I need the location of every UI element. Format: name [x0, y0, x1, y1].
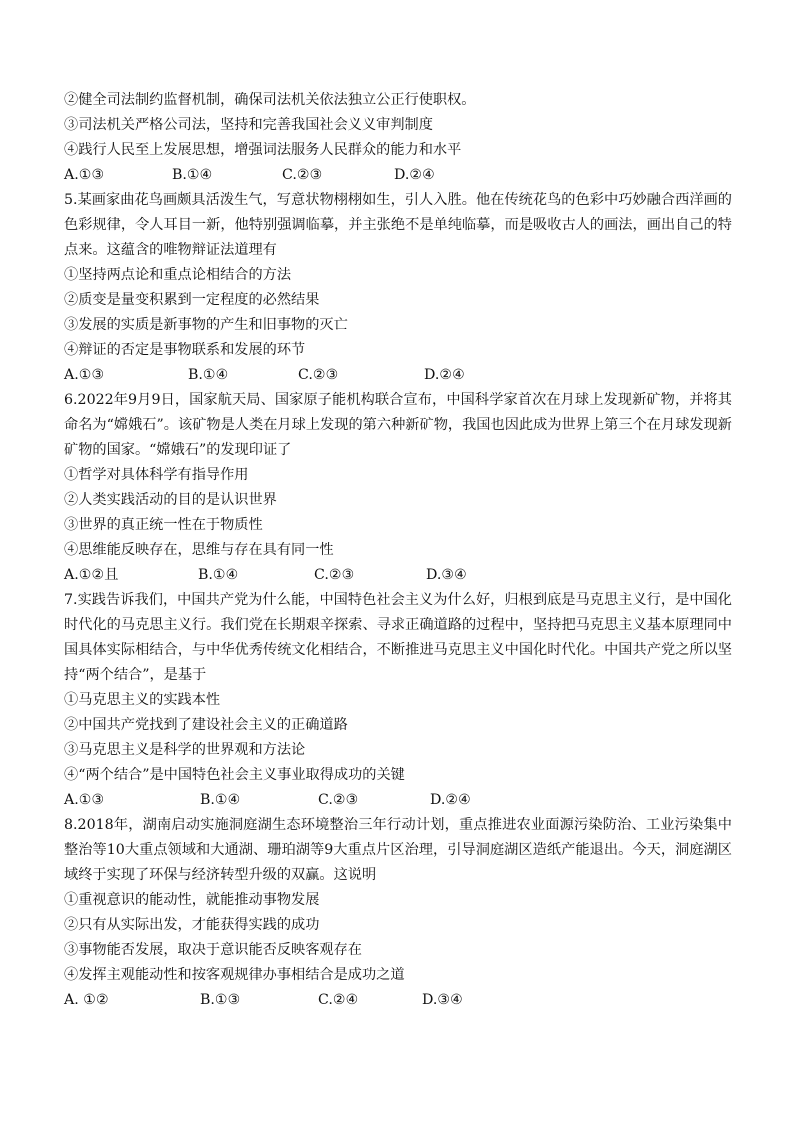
q5-answer-d: D.②④: [424, 367, 465, 383]
q7-option-2: ②中国共产党找到了建设社会主义的正确道路: [64, 717, 348, 733]
q7-option-4: ④“两个结合”是中国特色社会主义事业取得成功的关键: [64, 767, 405, 783]
q4-answer-choices: [64, 163, 732, 188]
q4-answer-b: B.①④: [172, 167, 213, 183]
q7-option-1: ①马克思主义的实践本性: [64, 692, 221, 708]
q5-answer-a: A.①③: [64, 367, 105, 383]
q6-option-1: ①哲学对具体科学有指导作用: [64, 467, 249, 483]
q5-option-3: ③发展的实质是新事物的产生和旧事物的灭亡: [64, 317, 348, 333]
q7-answer-b: B.①④: [200, 792, 241, 808]
q8-answer-a: A. ①②: [64, 992, 109, 1008]
q7-answer-a: A.①③: [64, 792, 105, 808]
q7-answer-c: C.②③: [318, 792, 359, 808]
question-5: [64, 188, 732, 388]
q5-answer-c: C.②③: [298, 367, 339, 383]
q5-answer-choices: [64, 363, 732, 388]
q8-option-3: ③事物能否发展，取决于意识能否反映客观存在: [64, 942, 362, 958]
q5-option-4: ④辩证的否定是事物联系和发展的环节: [64, 342, 306, 358]
q6-answer-b: B.①④: [198, 567, 239, 583]
q6-option-3: ③世界的真正统一性在于物质性: [64, 517, 263, 533]
question-8: [64, 813, 732, 1013]
q6-answer-d: D.③④: [426, 567, 467, 583]
q7-stem: 7.实践告诉我们，中国共产党为什么能，中国特色社会主义为什么好，归根到底是马克思主义行，是中国化时代化的马克思主义行。我们党在长期艰辛探索、寻求正确道路的过程中，坚持把马克思主义基本原理同中国具体实际相结合，与中华优秀传统文化相结合，不断推进马克思主义中国化时代化。中国共产党之所以坚持“两个结合”，是基于: [64, 592, 732, 683]
q8-answer-c: C.②④: [318, 992, 359, 1008]
q6-answer-choices: [64, 563, 732, 588]
q7-answer-d: D.②④: [430, 792, 471, 808]
q4-option-2: ②健全司法制约监督机制，确保司法机关依法独立公正行使职权。: [64, 92, 476, 108]
q6-option-2: ②人类实践活动的目的是认识世界: [64, 492, 277, 508]
q4-option-4: ④践行人民至上发展思想，增强词法服务人民群众的能力和水平: [64, 142, 462, 158]
q7-answer-choices: [64, 788, 732, 813]
q6-stem: 6.2022年9月9日，国家航天局、国家原子能机构联合宣布，中国科学家首次在月球上发现新矿物，并将其命名为“嫦娥石”。该矿物是人类在月球上发现的第六种新矿物，我国也因此成为世界上第三个在月球发现新矿物的国家。“嫦娥石”的发现印证了: [64, 392, 732, 458]
q5-option-2: ②质变是量变积累到一定程度的必然结果: [64, 292, 320, 308]
q5-stem: 5.某画家曲花鸟画颇具活泼生气，写意状物栩栩如生，引人入胜。他在传统花鸟的色彩中巧妙融合西洋画的色彩规律，令人耳目一新，他特别强调临摹，并主张绝不是单纯临摹，而是吸收古人的画法，画出自己的特点来。这蕴含的唯物辩证法道理有: [64, 192, 732, 258]
q6-option-4: ④思维能反映存在，思维与存在具有同一性: [64, 542, 334, 558]
q8-answer-d: D.③④: [422, 992, 463, 1008]
q5-option-1: ①坚持两点论和重点论相结合的方法: [64, 267, 292, 283]
q5-answer-b: B.①④: [188, 367, 229, 383]
q8-option-4: ④发挥主观能动性和按客观规律办事相结合是成功之道: [64, 967, 405, 983]
q8-answer-choices: [64, 988, 732, 1013]
q6-answer-a: A.①②且: [64, 567, 119, 583]
question-7: [64, 588, 732, 813]
question-content: [64, 88, 732, 1013]
q8-stem: 8.2018年，湖南启动实施洞庭湖生态环境整治三年行动计划，重点推进农业面源污染防治、工业污染集中整治等10大重点领域和大通湖、珊珀湖等9大重点片区治理，引导洞庭湖区造纸产能退出。今天，洞庭湖区域终于实现了环保与经济转型升级的双赢。这说明: [64, 817, 732, 883]
q8-option-1: ①重视意识的能动性，就能推动事物发展: [64, 892, 320, 908]
q4-answer-d: D.②④: [394, 167, 435, 183]
q4-answer-a: A.①③: [64, 167, 105, 183]
question-6: [64, 388, 732, 588]
q8-option-2: ②只有从实际出发，才能获得实践的成功: [64, 917, 320, 933]
q7-option-3: ③马克思主义是科学的世界观和方法论: [64, 742, 306, 758]
q6-answer-c: C.②③: [314, 567, 355, 583]
q4-answer-c: C.②③: [282, 167, 323, 183]
q4-option-3: ③司法机关严格公司法，坚持和完善我国社会义义审判制度: [64, 117, 433, 133]
q8-answer-b: B.①③: [200, 992, 241, 1008]
question-4: [64, 88, 732, 188]
